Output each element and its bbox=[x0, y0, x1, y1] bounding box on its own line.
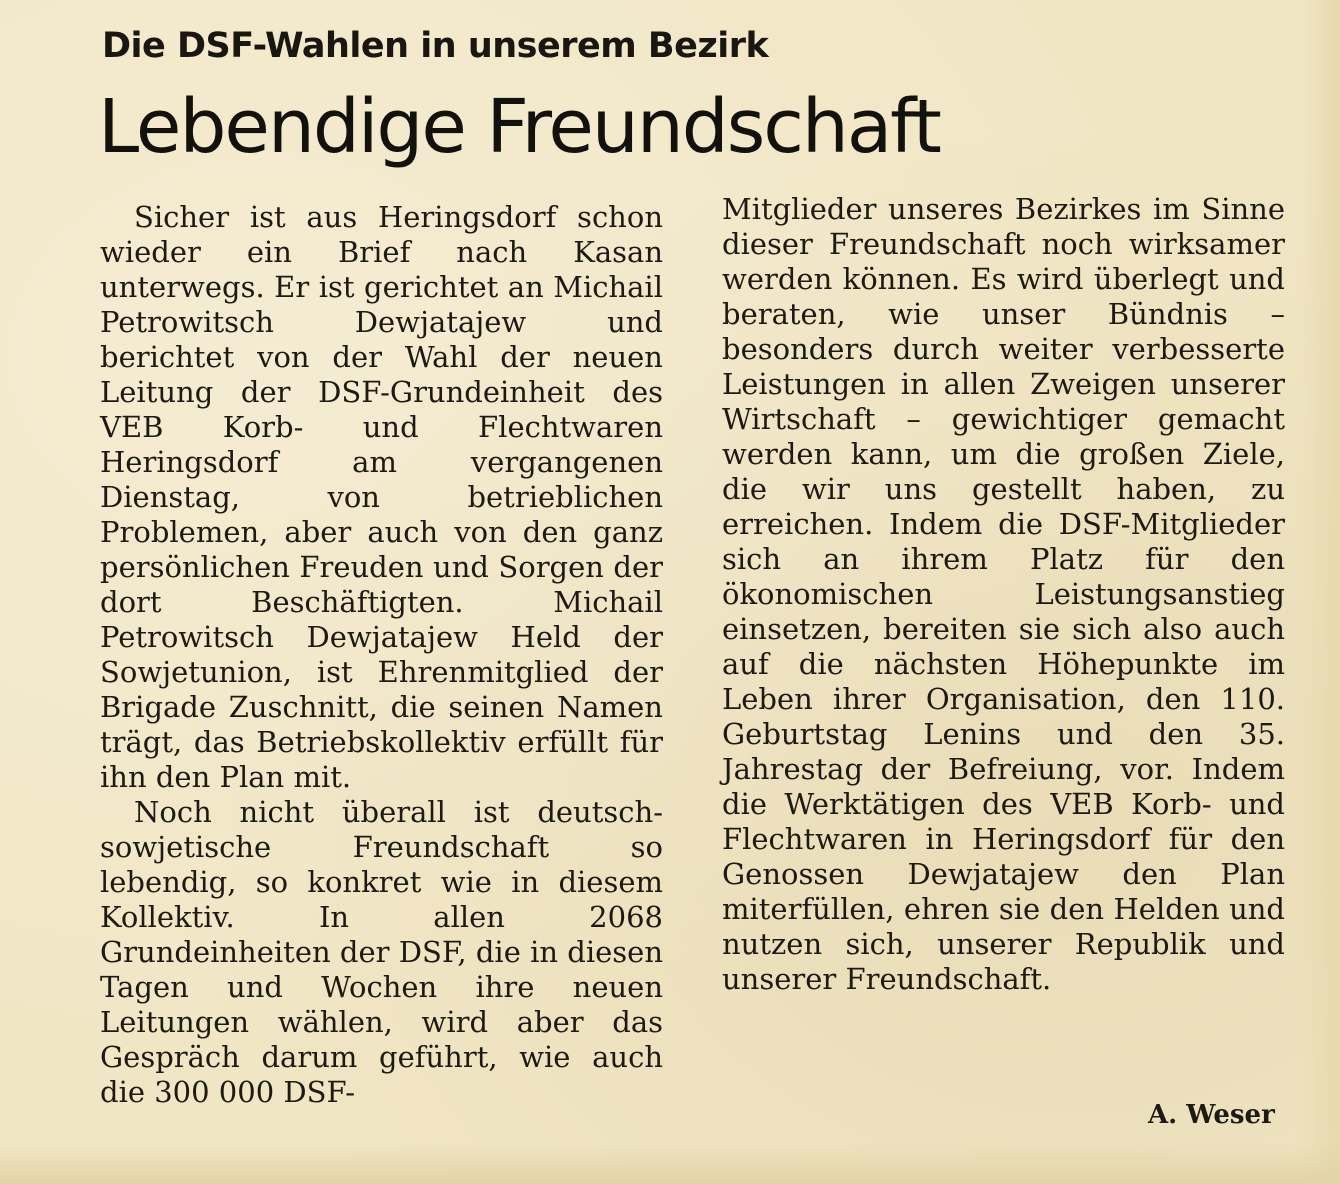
left-paragraph-1: Sicher ist aus Heringsdorf schon wieder ein Brief nach Kasan unterwegs. Er ist gerichtet an Michail Petrowitsch Dewjatajew und berichtet von der Wahl der neuen Leitung der DSF-Grundeinheit des VEB Korb- und Flechtwaren Heringsdorf am vergangenen Dienstag, von betrieblichen Problemen, aber auch von den ganz persönlichen Freuden und Sorgen der dort Beschäftigten. Michail Petrowitsch Dewjatajew Held der Sowjetunion, ist Ehrenmitglied der Brigade Zuschnitt, die seinen Namen trägt, das Betriebskollektiv erfüllt für ihn den Plan mit. bbox=[100, 200, 663, 794]
article-kicker: Die DSF-Wahlen in unserem Bezirk bbox=[102, 26, 769, 66]
author-byline: A. Weser bbox=[1148, 1100, 1275, 1130]
left-paragraph-2: Noch nicht überall ist deutsch-sowjetische Freundschaft so lebendig, so konkret wie in diesem Kollektiv. In allen 2068 Grundeinheiten der DSF, die in diesen Tagen und Wochen ihre neuen Leitungen wählen, wird aber das Gespräch darum geführt, wie auch die 300 000 DSF- bbox=[100, 795, 663, 1109]
paper-edge-shadow-right bbox=[1300, 0, 1340, 1184]
paper-edge-shadow-bottom bbox=[0, 1144, 1340, 1184]
right-paragraph-1: Mitglieder unseres Bezirkes im Sinne dieser Freundschaft noch wirksamer werden können. Es wird überlegt und beraten, wie unser Bündnis – besonders durch weiter verbesserte Leistungen in allen Zweigen unserer Wirtschaft – gewichtiger gemacht werden kann, um die großen Ziele, die wir uns gestellt haben, zu erreichen. Indem die DSF-Mitglieder sich an ihrem Platz für den ökonomischen Leistungsanstieg einsetzen, bereiten sie sich also auch auf die nächsten Höhepunkte im Leben ihrer Organisation, den 110. Geburtstag Lenins und den 35. Jahrestag der Befreiung, vor. Indem die Werktätigen des VEB Korb- und Flechtwaren in Heringsdorf für den Genossen Dewjatajew den Plan miterfüllen, ehren sie den Helden und nutzen sich, unserer Republik und unserer Freundschaft. bbox=[722, 192, 1285, 996]
left-column bbox=[100, 200, 663, 1110]
article-headline: Lebendige Freundschaft bbox=[98, 84, 940, 170]
right-column bbox=[722, 192, 1285, 997]
